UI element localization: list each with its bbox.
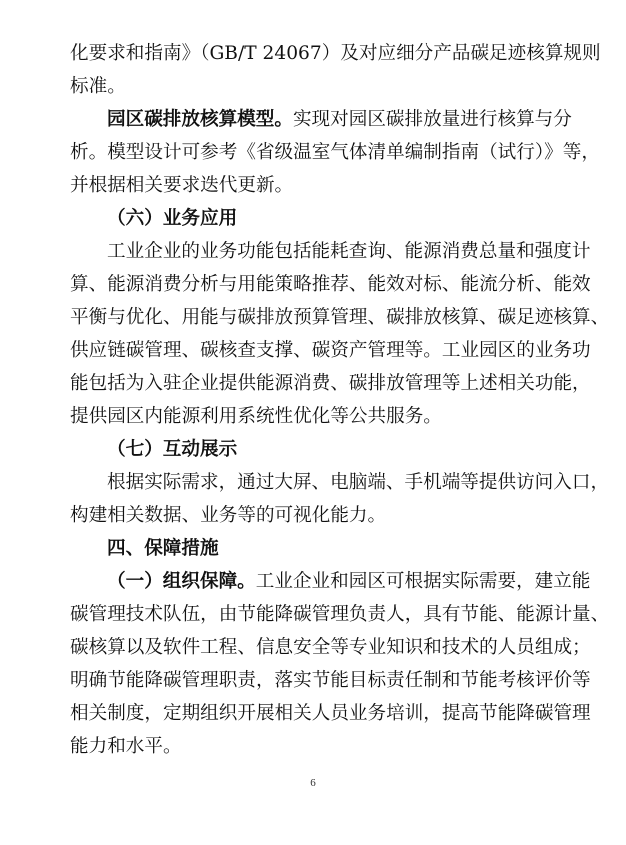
- paragraph-line: [107, 106, 572, 134]
- paragraph-line: [70, 502, 556, 530]
- line-text: 碳核算以及软件工程、信息安全等专业知识和技术的人员组成；: [70, 637, 591, 658]
- paragraph-line: [70, 601, 610, 629]
- paragraph-line: [70, 172, 556, 200]
- line-text: 提供园区内能源利用系统性优化等公共服务。: [70, 406, 442, 427]
- line-text: 明确节能降碳管理职责，落实节能目标责任制和节能考核评价等: [70, 670, 591, 691]
- heading-text: 四、保障措施: [107, 538, 219, 559]
- paragraph-line: [70, 667, 591, 695]
- line-text: 碳管理技术队伍，由节能降碳管理负责人，具有节能、能源计量、: [70, 604, 610, 625]
- line-text: 化要求和指南》（GB/T 24067）及对应细分产品碳足迹核算规则: [70, 43, 601, 64]
- paragraph-line: [70, 40, 601, 68]
- paragraph-line: [107, 238, 591, 266]
- paragraph-line: [70, 733, 556, 761]
- line-text: 供应链碳管理、碳核查支撑、碳资产管理等。工业园区的业务功: [70, 340, 591, 361]
- inline-heading: 园区碳排放核算模型。: [107, 109, 293, 130]
- line-text: 算、能源消费分析与用能策略推荐、能效对标、能流分析、能效: [70, 274, 591, 295]
- chapter-heading: [107, 535, 556, 563]
- line-text: 析。模型设计可参考《省级温室气体清单编制指南（试行）》等，: [70, 142, 600, 163]
- line-text: 能包括为入驻企业提供能源消费、碳排放管理等上述相关功能，: [70, 373, 591, 394]
- line-text: 根据实际需求，通过大屏、电脑端、手机端等提供访问入口，: [107, 472, 610, 493]
- line-text: 相关制度，定期组织开展相关人员业务培训，提高节能降碳管理: [70, 703, 591, 724]
- paragraph-line: [70, 370, 591, 398]
- line-text: 平衡与优化、用能与碳排放预算管理、碳排放核算、碳足迹核算、: [70, 307, 610, 328]
- line-text: 构建相关数据、业务等的可视化能力。: [70, 505, 387, 526]
- heading-text: （七）互动展示: [107, 439, 238, 460]
- inline-heading: （一）组织保障。: [107, 571, 256, 592]
- paragraph-line: [70, 304, 610, 332]
- paragraph-line: [107, 469, 610, 497]
- heading-text: （六）业务应用: [107, 208, 238, 229]
- line-text: 能力和水平。: [70, 736, 182, 757]
- line-text: 并根据相关要求迭代更新。: [70, 175, 294, 196]
- section-heading: [107, 205, 556, 233]
- paragraph-line: [70, 271, 591, 299]
- line-text: 工业企业和园区可根据实际需要，建立能: [255, 571, 591, 592]
- paragraph-line: [70, 403, 556, 431]
- paragraph-line: [107, 568, 591, 596]
- line-text: 工业企业的业务功能包括能耗查询、能源消费总量和强度计: [107, 241, 591, 262]
- line-text: 实现对园区碳排放量进行核算与分: [292, 109, 572, 130]
- paragraph-line: [70, 73, 556, 101]
- paragraph-line: [70, 139, 600, 167]
- line-text: 标准。: [70, 76, 126, 97]
- paragraph-line: [70, 337, 591, 365]
- page-number: 6: [310, 777, 316, 789]
- section-heading: [107, 436, 556, 464]
- paragraph-line: [70, 700, 591, 728]
- paragraph-line: [70, 634, 591, 662]
